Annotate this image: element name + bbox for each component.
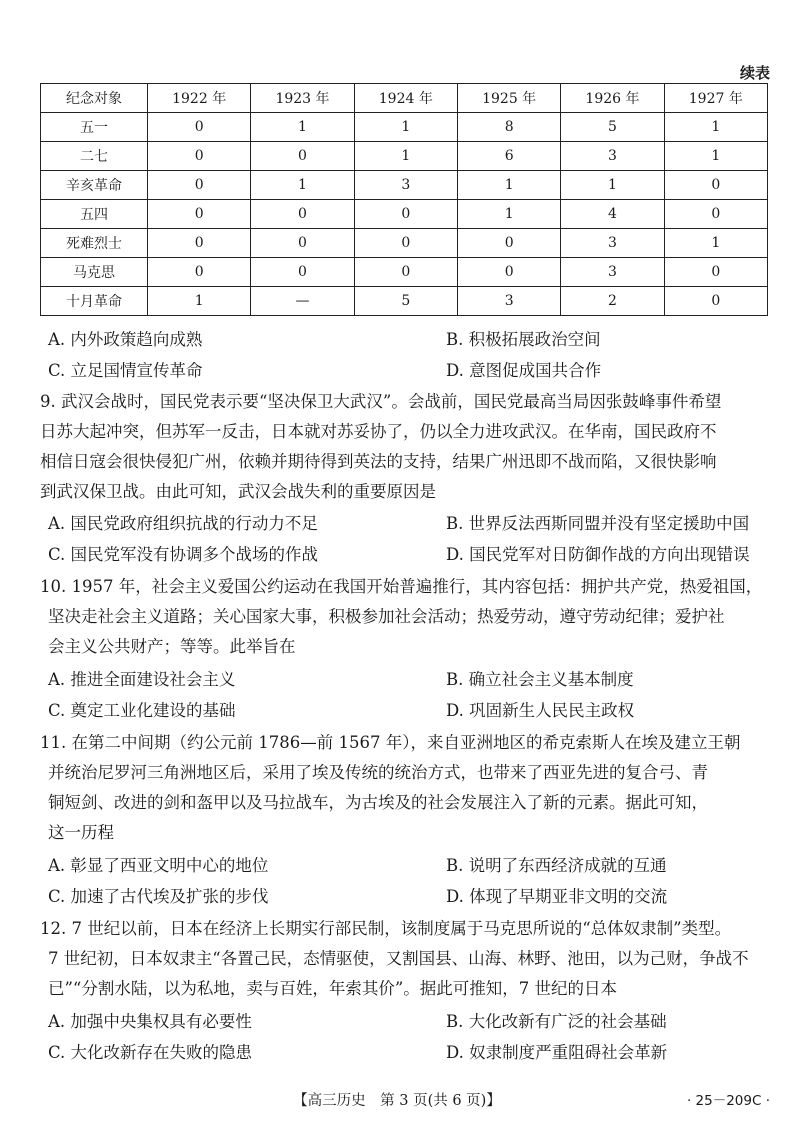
table-cell: 0: [664, 200, 767, 229]
table-cell: 0: [457, 229, 560, 258]
table-row: [41, 229, 768, 258]
table-header: 1927 年: [664, 84, 767, 113]
q10-line: 坚决走社会主义道路；关心国家大事，积极参加社会活动；热爱劳动，遵守劳动纪律；爱护社: [48, 607, 725, 626]
table-cell: 1: [561, 171, 664, 200]
table-cell: 0: [148, 258, 251, 287]
table-cell: 0: [251, 142, 354, 171]
q8-option-b[interactable]: B. 积极拓展政治空间: [446, 330, 601, 349]
table-row: [41, 142, 768, 171]
table-cell: 0: [354, 258, 457, 287]
table-cell: 0: [354, 229, 457, 258]
table-cell: 二七: [41, 142, 148, 171]
question-12-stem: [40, 914, 780, 1004]
q10-line: 10. 1957 年，社会主义爱国公约运动在我国开始普遍推行，其内容包括：拥护共产党，热爱祖国，: [40, 577, 763, 596]
table-cell: 5: [561, 113, 664, 142]
table-cell: 3: [561, 258, 664, 287]
q12-option-c[interactable]: C. 大化改新存在失败的隐患: [48, 1043, 253, 1062]
table-cell: 3: [354, 171, 457, 200]
table-header: 1924 年: [354, 84, 457, 113]
table-cell: 十月革命: [41, 287, 148, 316]
q11-option-d[interactable]: D. 体现了早期亚非文明的交流: [446, 887, 668, 906]
q11-line: 并统治尼罗河三角洲地区后，采用了埃及传统的统治方式，也带来了西亚先进的复合弓、青: [48, 763, 708, 782]
q9-option-d[interactable]: D. 国民党军对日防御作战的方向出现错误: [446, 545, 750, 564]
table-cell: 3: [561, 229, 664, 258]
table-cell: 0: [148, 142, 251, 171]
q11-option-a[interactable]: A. 彰显了西亚文明中心的地位: [48, 856, 269, 875]
table-cell: 3: [561, 142, 664, 171]
table-cell: 2: [561, 287, 664, 316]
q10-option-c[interactable]: C. 奠定工业化建设的基础: [48, 701, 236, 720]
table-cell: 死难烈士: [41, 229, 148, 258]
question-11-stem: [40, 728, 780, 848]
q10-option-b[interactable]: B. 确立社会主义基本制度: [446, 670, 634, 689]
table-cell: 3: [457, 287, 560, 316]
q8-option-a[interactable]: A. 内外政策趋向成熟: [48, 330, 203, 349]
table-row: [41, 200, 768, 229]
table-header: 纪念对象: [41, 84, 148, 113]
table-cell: 五四: [41, 200, 148, 229]
question-10-stem: [40, 572, 780, 662]
table-cell: 0: [354, 200, 457, 229]
table-header-row: [41, 84, 768, 113]
question-9-stem: [40, 387, 780, 507]
table-cell: 0: [664, 171, 767, 200]
continued-label: 续表: [739, 64, 770, 82]
table-cell: 1: [148, 287, 251, 316]
q11-option-c[interactable]: C. 加速了古代埃及扩张的步伐: [48, 887, 269, 906]
table-cell: 4: [561, 200, 664, 229]
table-cell: 马克思: [41, 258, 148, 287]
q9-option-c[interactable]: C. 国民党军没有协调多个战场的作战: [48, 545, 319, 564]
table-cell: 8: [457, 113, 560, 142]
q10-option-a[interactable]: A. 推进全面建设社会主义: [48, 670, 236, 689]
q9-line: 9. 武汉会战时，国民党表示要“坚决保卫大武汉”。会战前，国民党最高当局因张鼓峰事件希望: [40, 392, 722, 411]
table-cell: 辛亥革命: [41, 171, 148, 200]
table-row: [41, 287, 768, 316]
q11-line: 11. 在第二中间期（约公元前 1786—前 1567 年），来自亚洲地区的希克索斯人在埃及建立王朝: [40, 733, 741, 752]
table-cell: 0: [251, 200, 354, 229]
table-cell: 1: [251, 113, 354, 142]
q12-option-b[interactable]: B. 大化改新有广泛的社会基础: [446, 1012, 667, 1031]
table-row: [41, 113, 768, 142]
table-cell: 0: [148, 113, 251, 142]
footer-exam-code: · 25－209C ·: [686, 1093, 770, 1109]
q9-option-a[interactable]: A. 国民党政府组织抗战的行动力不足: [48, 514, 318, 533]
table-cell: 0: [457, 258, 560, 287]
table-row: [41, 171, 768, 200]
table-cell: 1: [664, 229, 767, 258]
table-cell: 1: [251, 171, 354, 200]
q11-line: 这一历程: [48, 823, 114, 842]
table-header: 1926 年: [561, 84, 664, 113]
table-cell: 0: [148, 200, 251, 229]
table-cell: 0: [664, 258, 767, 287]
q9-option-b[interactable]: B. 世界反法西斯同盟并没有坚定援助中国: [446, 514, 750, 533]
table-cell: 0: [148, 229, 251, 258]
footer-page-info: 【高三历史 第 3 页(共 6 页)】: [293, 1093, 501, 1109]
table-cell: 0: [148, 171, 251, 200]
table-cell: 1: [457, 171, 560, 200]
q10-option-d[interactable]: D. 巩固新生人民民主政权: [446, 701, 635, 720]
table-cell: 1: [664, 142, 767, 171]
memorial-table: [40, 83, 768, 316]
q12-line: 7 世纪初，日本奴隶主“各置己民，态情驱使，又割国县、山海、林野、池田，以为己财，争战不: [48, 949, 749, 968]
q8-option-d[interactable]: D. 意图促成国共合作: [446, 361, 602, 380]
q12-line: 12. 7 世纪以前，日本在经济上长期实行部民制，该制度属于马克思所说的“总体奴隶制”类型。: [40, 919, 732, 938]
table-row: [41, 258, 768, 287]
table-header: 1923 年: [251, 84, 354, 113]
q9-line: 相信日寇会很快侵犯广州，依赖并期待得到英法的支持，结果广州迅即不战而陷，又很快影响: [40, 452, 717, 471]
q12-line: 已”“分割水陆，以为私地，卖与百姓，年索其价”。据此可推知，7 世纪的日本: [48, 979, 618, 998]
q11-line: 铜短剑、改进的剑和盔甲以及马拉战车，为古埃及的社会发展注入了新的元素。据此可知，: [48, 793, 708, 812]
q10-line: 会主义公共财产；等等。此举旨在: [48, 637, 296, 656]
table-cell: 五一: [41, 113, 148, 142]
q9-line: 到武汉保卫战。由此可知，武汉会战失利的重要原因是: [40, 482, 436, 501]
table-cell: 0: [251, 258, 354, 287]
table-cell: 1: [354, 113, 457, 142]
table-cell: 6: [457, 142, 560, 171]
table-cell: 1: [457, 200, 560, 229]
q12-option-d[interactable]: D. 奴隶制度严重阻碍社会革新: [446, 1043, 668, 1062]
q12-option-a[interactable]: A. 加强中央集权具有必要性: [48, 1012, 252, 1031]
table-cell: 5: [354, 287, 457, 316]
q9-line: 日苏大起冲突，但苏军一反击，日本就对苏妥协了，仍以全力进攻武汉。在华南，国民政府不: [40, 422, 717, 441]
q11-option-b[interactable]: B. 说明了东西经济成就的互通: [446, 856, 667, 875]
q8-option-c[interactable]: C. 立足国情宣传革命: [48, 361, 203, 380]
table-header: 1925 年: [457, 84, 560, 113]
table-cell: 1: [354, 142, 457, 171]
table-cell: 1: [664, 113, 767, 142]
table-cell: 0: [251, 229, 354, 258]
table-cell: 0: [664, 287, 767, 316]
table-cell: —: [251, 287, 354, 316]
table-header: 1922 年: [148, 84, 251, 113]
